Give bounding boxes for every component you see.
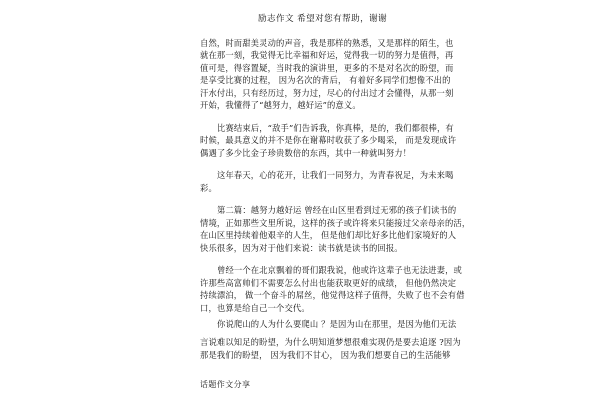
paragraph (200, 37, 454, 111)
text-line: 快乐很多，因为对于他们来说：读书就是读书的回报。 (200, 242, 403, 253)
text-line: 许那些高富帅们不需要怎么付出也能获取更好的成绩， 但他仍然决定 (200, 277, 457, 288)
text-line: 口，也算是给自己一个交代。 (200, 302, 310, 313)
text-line: 彩。 (200, 182, 217, 193)
paragraph (200, 204, 471, 254)
text-line: 持续漂泊， 做一个奋斗的屌丝，他觉得这样子值得，失败了也不会有借 (200, 290, 465, 301)
text-line: 汗水付出，只有经历过，努力过，尽心的付出过才会懂得，从那一刻 (200, 87, 454, 98)
text-line: 你说爬山的人为什么要爬山 ？是因为山在那里，是因为他们无法 (217, 318, 457, 329)
text-line: 比赛结束后，“敌手”们告诉我，你真棒，是的，我们都很棒，有 (217, 122, 454, 133)
paragraph (200, 318, 461, 361)
paragraph (200, 169, 454, 194)
text-line: 是享受比赛的过程， 因为名次的背后， 有着好多同学们想像不出的 (200, 75, 451, 86)
text-line: 开始，我懂得了“越努力，越好运”的意义。 (200, 99, 361, 110)
page-header: 励志作文 希望对您有帮助，谢谢 (258, 14, 388, 24)
text-line: 曾经一个在北京飘着的哥们跟我说，他或许这辈子也无法进妻，或 (217, 265, 462, 276)
document-body (200, 37, 471, 361)
text-line: 情境，正如那些文里所说，这样的孩子或许将来只能接过父亲母亲的活， (200, 217, 471, 228)
text-line: 就在那一刻，我觉得无比幸福和好运，觉得我一切的努力是值得，再 (200, 50, 454, 61)
text-line: 在山区里持续着他艰辛的人生， 但是他们却比好多比他们家境好的人 (200, 230, 457, 241)
text-line: 值可是，得容置疑，当时我的演讲里，更多的不是对名次的盼望，而 (200, 62, 454, 73)
paragraph (200, 264, 465, 314)
page-footer: 话题作文分享 (200, 380, 251, 389)
text-line: 这年春天，心的花开，让我们一同努力，为青春祝足，为未来喝 (217, 170, 454, 181)
text-line: 那是我们的盼望， 因为我们不甘心， 因为我们想要自己的生活能够 (200, 349, 451, 360)
text-line: 时候，最具意义的并不是你在谢幕时收获了多少喝采， 而是发现成许 (200, 135, 457, 146)
text-line: 自然，时而甜美灵动的声音，我是那样的熟悉，又是那样的陌生，也 (200, 38, 454, 48)
text-line: 偶遇了多少比金子珍贵数倍的东西，其中一种就叫努力！ (200, 147, 412, 158)
text-line: 言说难以知足的盼望，为什么明知道梦想很难实现仍是要去追逐 ?因为 (200, 337, 461, 348)
paragraph (200, 122, 457, 159)
text-line: 第二篇：越努力越好运 曾经在山区里看到过无邪的孩子们读书的 (217, 205, 457, 216)
